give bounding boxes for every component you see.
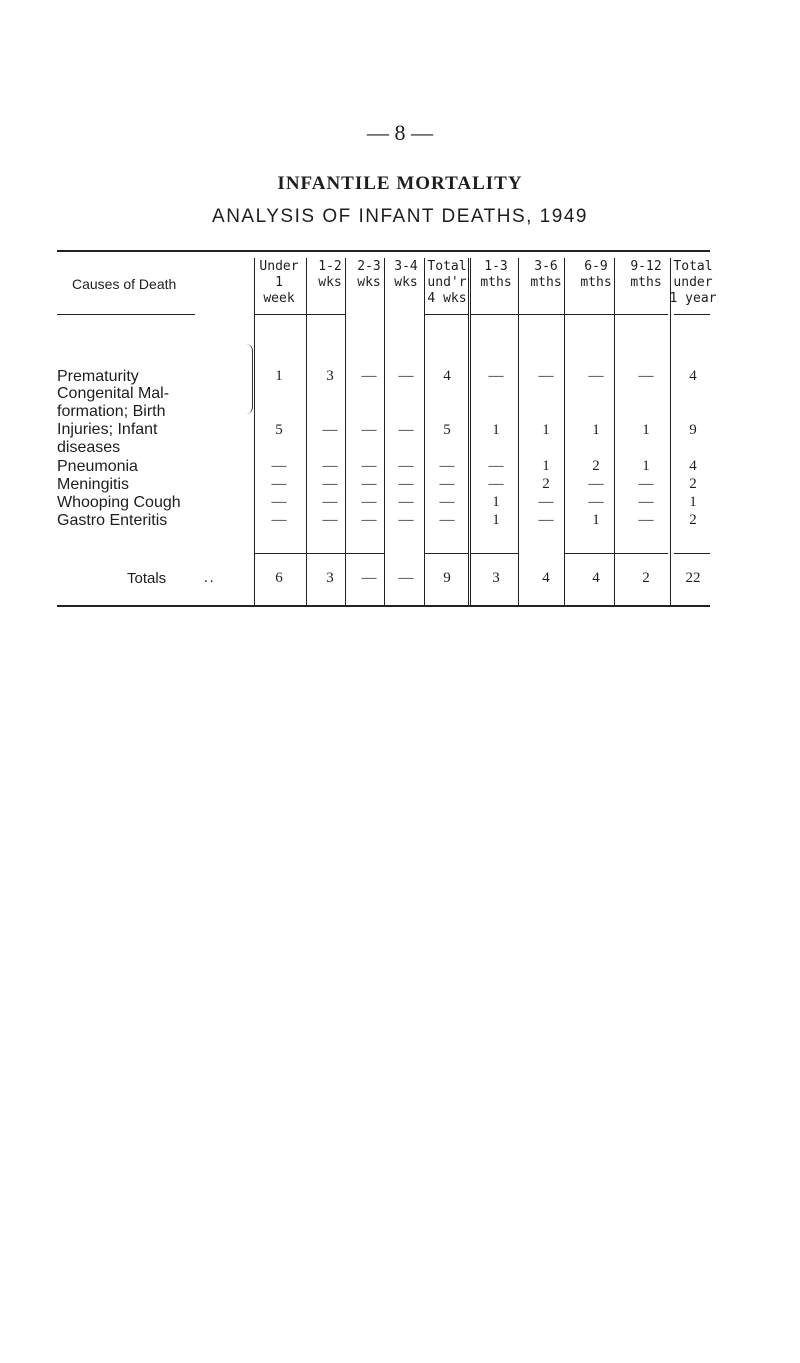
- table-cell-r5-c1: —: [322, 512, 338, 528]
- row-rule-4: [470, 314, 518, 315]
- table-cell-r1-c5: 1: [492, 422, 500, 438]
- header-3-6-mths: 3-6 mths: [530, 259, 562, 290]
- row-rule-5: [518, 314, 564, 315]
- row-rule-15: [614, 553, 668, 554]
- row-rule-9: [254, 553, 306, 554]
- table-cell-r3-c1: —: [322, 476, 338, 492]
- table-cell-r2-c6: 1: [542, 458, 550, 474]
- header-9-12-mths: 9-12 mths: [630, 259, 662, 290]
- cause-pneumonia: Pneumonia: [57, 458, 138, 475]
- table-cell-r4-c0: —: [271, 494, 287, 510]
- table-cell-r4-c1: —: [322, 494, 338, 510]
- row-rule-16: [674, 553, 710, 554]
- table-cell-r1-c8: 1: [642, 422, 650, 438]
- table-cell-r4-c8: —: [638, 494, 654, 510]
- row-rule-8: [674, 314, 710, 315]
- header-6-9-mths: 6-9 mths: [580, 259, 612, 290]
- table-cell-r2-c3: —: [398, 458, 414, 474]
- row-rule-11: [345, 553, 384, 554]
- table-cell-r0-c8: —: [638, 368, 654, 384]
- table-cell-r5-c2: —: [361, 512, 377, 528]
- table-cell-r1-c1: —: [322, 422, 338, 438]
- table-cell-r4-c6: —: [538, 494, 554, 510]
- table-cell-r3-c2: —: [361, 476, 377, 492]
- totals-cell-c3: —: [398, 570, 414, 586]
- table-cell-r4-c3: —: [398, 494, 414, 510]
- header-total-under-1-year: Total under 1 year: [669, 259, 717, 306]
- row-rule-0: [57, 314, 195, 315]
- page-number: — 8 —: [367, 120, 433, 145]
- table-cell-r2-c1: —: [322, 458, 338, 474]
- table-cell-r3-c0: —: [271, 476, 287, 492]
- totals-cell-c2: —: [361, 570, 377, 586]
- totals-cell-c4: 9: [443, 570, 451, 586]
- totals-leader-dots: ..: [204, 570, 216, 586]
- table-cell-r5-c4: —: [439, 512, 455, 528]
- table-cell-r0-c4: 4: [443, 368, 451, 384]
- totals-cell-c7: 4: [592, 570, 600, 586]
- table-cell-r5-c3: —: [398, 512, 414, 528]
- table-cell-r0-c3: —: [398, 368, 414, 384]
- totals-cell-c1: 3: [326, 570, 334, 586]
- table-cell-r3-c7: —: [588, 476, 604, 492]
- table-cell-r0-c2: —: [361, 368, 377, 384]
- table-cell-r1-c0: 5: [275, 422, 283, 438]
- table-cell-r2-c8: 1: [642, 458, 650, 474]
- row-rule-10: [306, 553, 345, 554]
- table-cell-r5-c0: —: [271, 512, 287, 528]
- table-cell-r1-c7: 1: [592, 422, 600, 438]
- table-cell-r5-c8: —: [638, 512, 654, 528]
- table-cell-r5-c6: —: [538, 512, 554, 528]
- table-cell-r2-c7: 2: [592, 458, 600, 474]
- table-cell-r1-c3: —: [398, 422, 414, 438]
- table-cell-r0-c7: —: [588, 368, 604, 384]
- cause-meningitis: Meningitis: [57, 476, 130, 493]
- table-cell-r3-c6: 2: [542, 476, 550, 492]
- header-1-2-wks: 1-2 wks: [318, 259, 342, 290]
- grouping-brace: [246, 344, 253, 414]
- table-cell-r2-c5: —: [488, 458, 504, 474]
- header-1-3-mths: 1-3 mths: [480, 259, 512, 290]
- totals-cell-c8: 2: [642, 570, 650, 586]
- page-title: INFANTILE MORTALITY: [277, 173, 523, 194]
- table-cell-r3-c4: —: [439, 476, 455, 492]
- table-cell-r5-c9: 2: [689, 512, 697, 528]
- row-rule-12: [424, 553, 468, 554]
- header-causes-of-death: Causes of Death: [72, 276, 177, 292]
- table-cell-r0-c0: 1: [275, 368, 283, 384]
- table-cell-r1-c2: —: [361, 422, 377, 438]
- table-cell-r0-c9: 4: [689, 368, 697, 384]
- table-cell-r4-c5: 1: [492, 494, 500, 510]
- table-cell-r4-c7: —: [588, 494, 604, 510]
- table-cell-r3-c8: —: [638, 476, 654, 492]
- row-rule-6: [564, 314, 614, 315]
- table-cell-r3-c9: 2: [689, 476, 697, 492]
- page-subtitle: ANALYSIS OF INFANT DEATHS, 1949: [212, 206, 588, 227]
- row-rule-14: [564, 553, 614, 554]
- cause-congenital-malformation: Congenital Mal- formation; Birth Injuries; Infant diseases: [57, 385, 170, 456]
- cause-prematurity: Prematurity: [57, 368, 139, 385]
- totals-label: Totals: [127, 570, 167, 587]
- header-2-3-wks: 2-3 wks: [357, 259, 381, 290]
- row-rule-3: [424, 314, 468, 315]
- table-cell-r2-c9: 4: [689, 458, 697, 474]
- table-cell-r5-c7: 1: [592, 512, 600, 528]
- totals-cell-c9: 22: [685, 570, 701, 586]
- totals-cell-c0: 6: [275, 570, 283, 586]
- row-rule-13: [470, 553, 518, 554]
- totals-cell-c5: 3: [492, 570, 500, 586]
- header-3-4-wks: 3-4 wks: [394, 259, 418, 290]
- header-under-1-week: Under 1 week: [259, 259, 299, 306]
- table-cell-r4-c4: —: [439, 494, 455, 510]
- row-rule-1: [254, 314, 306, 315]
- table-cell-r0-c5: —: [488, 368, 504, 384]
- header-total-under-4-wks: Total und'r 4 wks: [427, 259, 467, 306]
- table-top-rule: [57, 250, 710, 252]
- totals-cell-c6: 4: [542, 570, 550, 586]
- row-rule-2: [306, 314, 345, 315]
- table-cell-r2-c0: —: [271, 458, 287, 474]
- row-rule-7: [614, 314, 668, 315]
- table-cell-r5-c5: 1: [492, 512, 500, 528]
- table-cell-r0-c1: 3: [326, 368, 334, 384]
- table-cell-r2-c4: —: [439, 458, 455, 474]
- table-cell-r1-c4: 5: [443, 422, 451, 438]
- cause-gastro-enteritis: Gastro Enteritis: [57, 512, 168, 529]
- table-cell-r4-c2: —: [361, 494, 377, 510]
- table-cell-r1-c6: 1: [542, 422, 550, 438]
- table-cell-r1-c9: 9: [689, 422, 697, 438]
- table-cell-r3-c3: —: [398, 476, 414, 492]
- table-cell-r4-c9: 1: [689, 494, 697, 510]
- table-cell-r2-c2: —: [361, 458, 377, 474]
- table-cell-r3-c5: —: [488, 476, 504, 492]
- table-cell-r0-c6: —: [538, 368, 554, 384]
- cause-whooping-cough: Whooping Cough: [57, 494, 181, 511]
